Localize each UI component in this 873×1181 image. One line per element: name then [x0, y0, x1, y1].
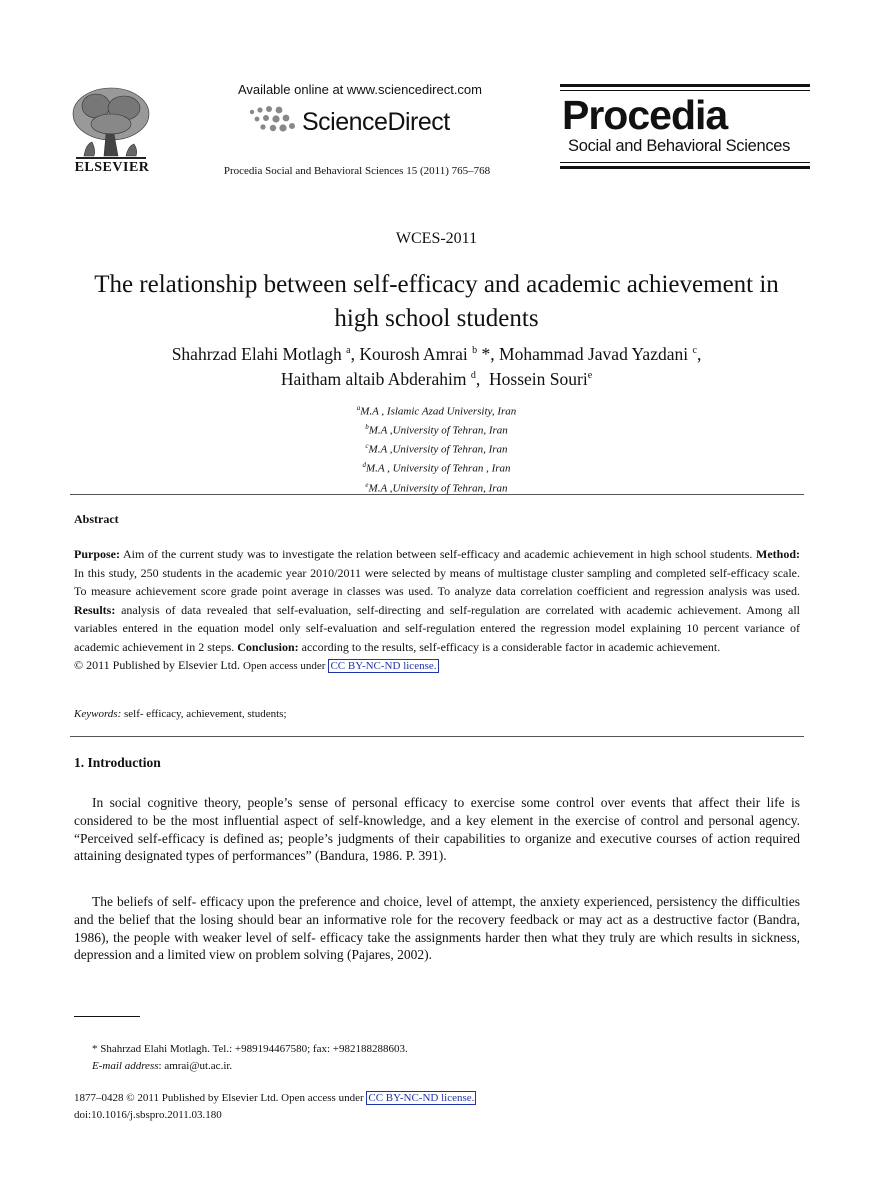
- license-link[interactable]: CC BY-NC-ND license.: [330, 660, 437, 672]
- purpose-text: Aim of the current study was to investigate the relation between self-efficacy and academic achievement in high school students.: [120, 547, 756, 561]
- divider: [70, 494, 804, 495]
- method-text: In this study, 250 students in the academic year 2010/2011 were selected by means of multistage cluster sampling and completed self-efficacy scale. To measure achievement score grade point average in classes was used. To analyze data correlation coefficient and regression analysis was used.: [74, 565, 800, 598]
- author-sup: d: [470, 369, 476, 381]
- affiliation: $^b$M.A ,University of Tehran, Iran: [365, 423, 508, 437]
- sciencedirect-wordmark: ScienceDirect: [302, 108, 450, 136]
- divider: [70, 736, 804, 737]
- issn-footer: [74, 1090, 476, 1123]
- author-sup: e: [587, 369, 593, 381]
- paper-title: [40, 268, 833, 336]
- issn-text: 1877–0428 © 2011 Published by Elsevier Ltd. Open access under: [74, 1092, 367, 1104]
- journal-reference: Procedia Social and Behavioral Sciences 15 (2011) 765–768: [223, 165, 491, 177]
- abstract-heading: Abstract: [74, 512, 119, 526]
- conclusion-label: Conclusion:: [237, 639, 299, 654]
- purpose-label: Purpose:: [74, 547, 120, 561]
- keywords-label: Keywords:: [74, 708, 122, 720]
- open-access-text: Open access under: [243, 660, 326, 672]
- sciencedirect-logo: [248, 104, 488, 144]
- author-list: Shahrzad Elahi Motlagh $^a$, Kourosh Amrai $^b$ *, Mohammad Javad Yazdani $^c$, Haitham altaib Abderahim $^d$, Hossein Souri$^e$: [171, 343, 702, 389]
- abstract-body: [74, 545, 800, 676]
- procedia-title: Procedia: [562, 92, 728, 138]
- author-sup: c: [692, 345, 697, 356]
- intro-paragraph-1: In social cognitive theory, people’s sense of personal efficacy to exercise some control over events that affect their life is considered to be the most influential aspect of self-knowledge, and a key element in the exercise of control and personal agency. “Perceived self-efficacy is defined as; people’s judgments of their capabilities to organize and executive courses of action required attaining designated types of performances” (Bandura, 1986. P. 391).: [74, 795, 800, 864]
- author-name: Shahrzad Elahi Motlagh: [171, 343, 342, 364]
- author-name: Hossein Souri: [489, 368, 588, 389]
- intro-paragraph-2: The beliefs of self- efficacy upon the preference and choice, level of attempt, the anxiety experienced, persistency the difficulties and the belief that the losing should bear an informative role for the recovery feedback or may act as a destructive factor (Bandra, 1986), the people with weaker level of self- efficacy take the assignments harder then what they truly are which results in sickness, depression and a limited view on problem solving (Pajares, 2002).: [74, 894, 800, 963]
- conclusion-text: according to the results, self-efficacy is a considerable factor in academic achievement.: [298, 639, 721, 654]
- footnote-rule: [74, 1016, 140, 1017]
- author-sup: a: [346, 345, 351, 356]
- affiliation: $^c$M.A ,University of Tehran, Iran: [365, 442, 508, 456]
- method-label: Method:: [756, 547, 800, 561]
- results-text: analysis of data revealed that self-evaluation, self-directing and self-regulation are correlated with academic achievement. Among all variables entered in the equation model only self-evaluation and self-regulation entered the regression model explaining 10 percent variance of academic achievement in 2 steps.: [74, 602, 800, 654]
- section-heading-introduction: 1. Introduction: [74, 755, 161, 770]
- footer-license-link[interactable]: CC BY-NC-ND license.: [368, 1092, 475, 1104]
- available-online-text: Available online at www.sciencedirect.com: [238, 82, 482, 97]
- title-line-1: The relationship between self-efficacy and academic achievement in: [94, 271, 779, 298]
- affiliation: $^d$M.A , University of Tehran , Iran: [362, 461, 511, 476]
- title-line-2: high school students: [334, 305, 539, 332]
- copyright: © 2011 Published by Elsevier Ltd.: [74, 658, 240, 672]
- procedia-masthead: [560, 84, 810, 172]
- results-label: Results:: [74, 602, 116, 617]
- author-name: Kourosh Amrai: [359, 343, 468, 364]
- author-sup: b: [472, 345, 478, 356]
- author-name: Haitham altaib Abderahim: [280, 368, 467, 389]
- conference-name: WCES-2011: [395, 230, 478, 247]
- affiliation: $^a$M.A , Islamic Azad University, Iran: [356, 404, 517, 418]
- keywords: [74, 708, 287, 720]
- affiliation-list: [0, 401, 873, 497]
- author-name: Mohammad Javad Yazdani: [499, 343, 689, 364]
- affiliation: $^e$M.A ,University of Tehran, Iran: [365, 480, 508, 495]
- elsevier-wordmark: ELSEVIER: [74, 160, 150, 175]
- keywords-text: self- efficacy, achievement, students;: [121, 708, 287, 720]
- email-address: : amrai@ut.ac.ir.: [158, 1059, 233, 1072]
- footnote-contact: * Shahrzad Elahi Motlagh. Tel.: +989194467580; fax: +982188288603.: [92, 1043, 408, 1055]
- corresponding-author-footnote: [92, 1041, 408, 1074]
- doi: doi:10.1016/j.sbspro.2011.03.180: [74, 1108, 222, 1121]
- email-label: E-mail address: [92, 1059, 159, 1072]
- sciencedirect-dots-icon: [248, 106, 298, 136]
- procedia-subtitle: Social and Behavioral Sciences: [568, 137, 791, 155]
